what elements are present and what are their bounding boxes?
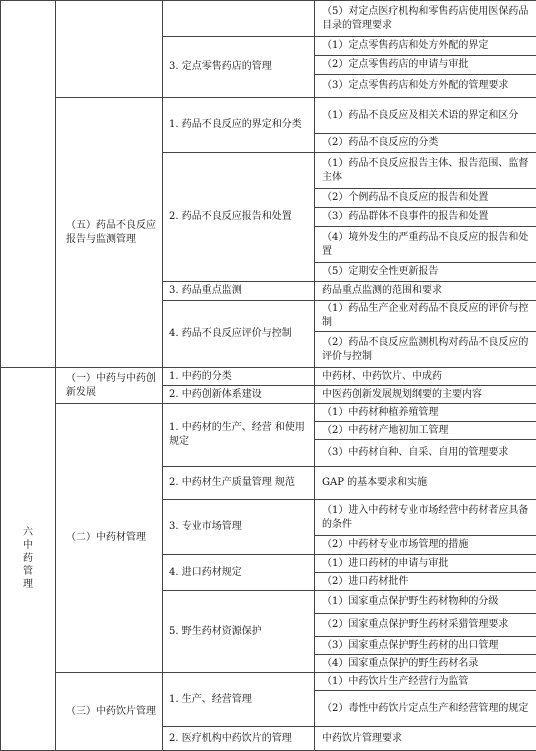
point-text: 中医药创新发展规划纲要的主要内容 [315,386,536,404]
subtopic-title: 1. 中药的分类 [163,368,315,386]
point-text: （2）药品不良反应监测机构对药品不良反应的评价与控制 [315,332,536,368]
subtopic-title: 2. 中药材生产质量管理 规范 [163,467,315,500]
point-text: （1）进入中药材专业市场经营中药材者应具备的条件 [315,500,536,536]
point-text: （5）定期安全性更新报告 [315,263,536,282]
subtopic-title [163,1,315,37]
group-title: （五）药品不良反应报告与监测管理 [56,98,163,368]
point-text: （2）中药材产地初加工管理 [315,422,536,440]
point-text: GAP 的基本要求和实施 [315,467,536,500]
point-text: （2）国家重点保护野生药材采猎管理要求 [315,614,536,637]
point-text: （1）进口药材的申请与审批 [315,555,536,573]
table-row [1,368,536,386]
group-title [56,1,163,98]
group-title: （二）中药材管理 [56,404,163,673]
point-text: （2）进口药材批件 [315,573,536,591]
table-row [1,98,536,134]
point-text: （1）中药饮片生产经营行为监管 [315,673,536,691]
subtopic-title: 3. 定点零售药店的管理 [163,37,315,98]
point-text: （5）对定点医疗机构和零售药店使用医保药品目录的管理要求 [315,1,536,37]
subtopic-title: 2. 药品不良反应报告和处置 [163,153,315,282]
subtopic-title: 2. 医疗机构中药饮片的管理 [163,727,315,751]
table-row [1,404,536,422]
subtopic-title: 1. 生产、经营管理 [163,673,315,727]
unit-label: 六 中药管理 [22,526,34,591]
subtopic-title: 4. 药品不良反应评价与控制 [163,301,315,368]
table-row [1,1,536,37]
point-text: （3）药品群体不良事件的报告和处置 [315,208,536,227]
point-text: （1）药品不良反应报告主体、报告范围、监督主体 [315,153,536,189]
group-title: （一）中药与中药创新发展 [56,368,163,404]
point-text: （3）定点零售药店和处方外配的管理要求 [315,75,536,98]
point-text: （2）个例药品不良反应的报告和处置 [315,189,536,208]
unit-cell [1,368,56,751]
point-text: （2）药品不良反应的分类 [315,134,536,153]
point-text: （2）中药材专业市场管理的措施 [315,536,536,555]
point-text: （4）国家重点保护的野生药材名录 [315,655,536,673]
point-text: （1）中药材种植养殖管理 [315,404,536,422]
subtopic-title: 2. 中药创新体系建设 [163,386,315,404]
subtopic-title: 4. 进口药材规定 [163,555,315,591]
point-text: 药品重点监测的范围和要求 [315,282,536,301]
subtopic-title: 3. 药品重点监测 [163,282,315,301]
subtopic-title: 1. 药品不良反应的界定和分类 [163,98,315,153]
subtopic-title: 1. 中药材的生产、经营 和使用规定 [163,404,315,467]
point-text: （1）国家重点保护野生药材物种的分级 [315,591,536,614]
point-text: （2）毒性中药饮片定点生产和经营管理的规定 [315,691,536,727]
subtopic-title: 3. 专业市场管理 [163,500,315,555]
point-text: 中药材、中药饮片、中成药 [315,368,536,386]
subtopic-title: 5. 野生药材资源保护 [163,591,315,673]
point-text: （3）国家重点保护野生药材的出口管理 [315,637,536,655]
point-text: （1）药品不良反应及相关术语的界定和区分 [315,98,536,134]
point-text: 中药饮片管理要求 [315,727,536,751]
group-title: （三）中药饮片管理 [56,673,163,751]
unit-cell [1,1,56,368]
point-text: （1）药品生产企业对药品不良反应的评价与控制 [315,301,536,332]
point-text: （4）境外发生的严重药品不良反应的报告和处置 [315,227,536,263]
point-text: （3）中药材自种、自采、自用的管理要求 [315,440,536,467]
point-text: （2）定点零售药店的申请与审批 [315,56,536,75]
point-text: （1）定点零售药店和处方外配的界定 [315,37,536,56]
table-row [1,673,536,691]
